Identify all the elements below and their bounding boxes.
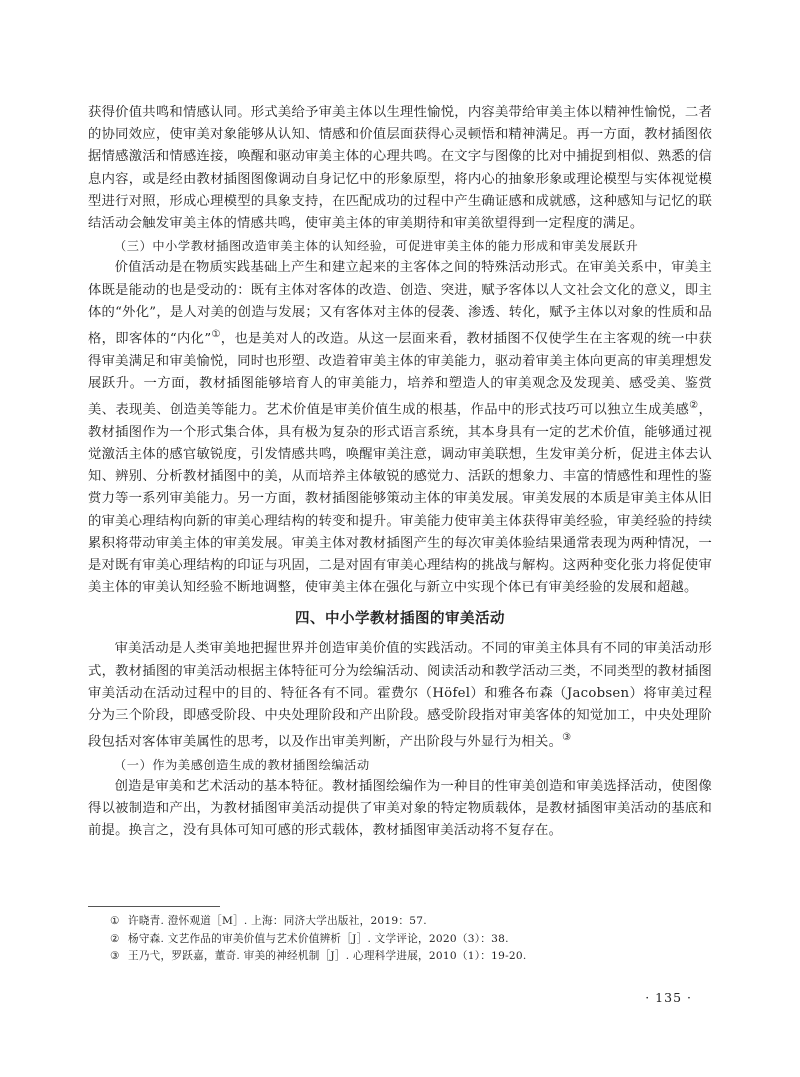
footnotes — [110, 913, 710, 966]
footnote-mark: ① — [110, 915, 120, 927]
paragraph-text: ，教材插图作为一个形式集合体，具有极为复杂的形式语言系统，其本身具有一定的艺术价值，能够通过视觉激活主体的感官敏锐度，引发情感共鸣，唤醒审美注意，调动审美联想，生发审美分析，促进主体去认知、辨别、分析教材插图中的美，从而培养主体敏锐的感觉力、活跃的想象力、丰富的情感性和理性的鉴赏力等一系列审美能力。另一方面，教材插图能够策动主体的审美发展。审美发展的本质是审美主体从旧的审美心理结构向新的审美心理结构的转变和提升。审美能力使审美主体获得审美经验，审美经验的持续累积将带动审美主体的审美发展。审美主体对教材插图产生的每次审美体验结果通常表现为两种情况，一是对既有审美心理结构的印证与巩固，二是对固有审美心理结构的挑战与解构。这两种变化张力将促使审美主体的审美认知经验不断地调整，使审美主体在强化与新立中实现个体已有审美经验的发展和超越。 — [88, 402, 713, 596]
paragraph-aesthetic-activity — [88, 638, 712, 753]
footnote-text: 许晓青. 澄怀观道［M］. 上海：同济大学出版社，2019：57. — [128, 915, 427, 927]
footnote-item — [110, 948, 710, 966]
section-heading-4: 四、中小学教材插图的审美活动 — [295, 611, 505, 628]
footnote-ref-2[interactable]: ② — [689, 400, 699, 412]
paragraph-creation: 创造是审美和艺术活动的基本特征。教材插图绘编作为一种目的性审美创造和审美选择活动，使图像得以被制造和产出，为教材插图审美活动提供了审美对象的特定物质载体，是教材插图审美活动的基底和前提。换言之，没有具体可知可感的形式载体，教材插图审美活动将不复存在。 — [88, 778, 712, 839]
footnote-text: 杨守森. 文艺作品的审美价值与艺术价值辨析［J］. 文学评论，2020（3）：38. — [128, 932, 509, 945]
footnote-ref-1[interactable]: ① — [211, 329, 221, 341]
footnote-mark: ③ — [110, 950, 120, 962]
main-text — [88, 102, 712, 843]
footnote-mark: ② — [110, 932, 120, 945]
footnote-text: 王乃弋，罗跃嘉，董奇. 审美的神经机制［J］. 心理科学进展，2010（1）：19-20. — [128, 950, 527, 962]
footnote-ref-3[interactable]: ③ — [562, 732, 572, 744]
paragraph-continued: 获得价值共鸣和情感认同。形式美给予审美主体以生理性愉悦，内容美带给审美主体以精神性愉悦，二者的协同效应，使审美对象能够从认知、情感和价值层面获得心灵顿悟和精神满足。再一方面，教材插图依据情感激活和情感连接，唤醒和驱动审美主体的心理共鸣。在文字与图像的比对中捕捉到相似、熟悉的信息内容，或是经由教材插图图像调动自身记忆中的形象原型，将内心的抽象形象或理论模型与实体视觉模型进行对照，形成心理模型的具象支持，在匹配成功的过程中产生确证感和成就感，这种感知与记忆的联结活动会触发审美主体的情感共鸣，使审美主体的审美期待和审美欲望得到一定程度的满足。 — [88, 105, 712, 232]
footnote-item — [110, 913, 710, 931]
paragraph-text: ，也是美对人的改造。从这一层面来看，教材插图不仅使学生在主客观的统一中获得审美满足和审美愉悦，同时也形塑、改造着审美主体的审美能力，驱动着审美主体向更高的审美理想发展跃升。一方面，教材插图能够培育人的审美能力，培养和塑造人的审美观念及发现美、感受美、鉴赏美、表现美、创造美等能力。艺术价值是审美价值生成的根基，作品中的形式技巧可以独立生成美感 — [88, 331, 712, 418]
page-number: · 135 · — [645, 990, 692, 1005]
paragraph-text: 价值活动是在物质实践基础上产生和建立起来的主客体之间的特殊活动形式。在审美关系中，审美主体既是能动的也是受动的：既有主体对客体的改造、创造、突进，赋予客体以人文社会文化的意义，即主体的“外化”，是人对美的创造与发展；又有客体对主体的侵袭、渗透、转化，赋予主体以对象的性质和品格，即客体的“内化” — [88, 260, 712, 347]
subsection-heading-1: （一）作为美感创造生成的教材插图绘编活动 — [114, 757, 370, 772]
subsection-heading-3: （三）中小学教材插图改造审美主体的认知经验，可促进审美主体的能力形成和审美发展跃升 — [114, 239, 639, 254]
footnote-item — [110, 931, 710, 949]
paragraph-text: 审美活动是人类审美地把握世界并创造审美价值的实践活动。不同的审美主体具有不同的审美活动形式，教材插图的审美活动根据主体特征可分为绘编活动、阅读活动和教学活动三类，不同类型的教材插图审美活动在活动过程中的目的、特征各有不同。霍费尔（Höfel）和雅各布森（Jacobsen）将审美过程分为三个阶段，即感受阶段、中央处理阶段和产出阶段。感受阶段指对审美客体的知觉加工，中央处理阶段包括对客体审美属性的思考，以及作出审美判断，产出阶段与外显行为相关。 — [88, 641, 712, 750]
footnote-divider — [88, 906, 220, 907]
paragraph-value-activity — [88, 257, 712, 599]
